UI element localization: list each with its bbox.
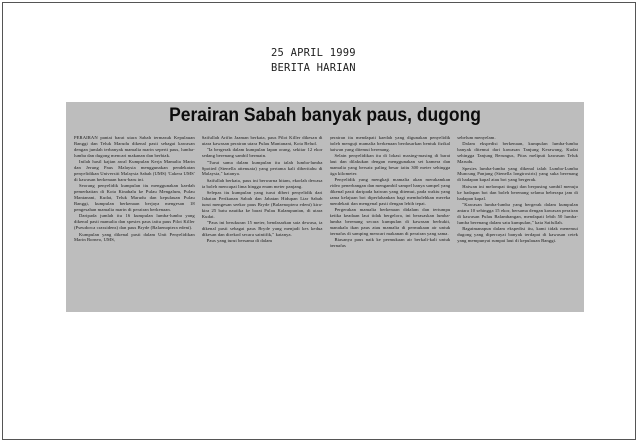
clipping-sheet	[2, 2, 636, 440]
stamp-paper: BERITA HARIAN	[271, 62, 356, 74]
article-column-4	[457, 135, 578, 305]
paragraph: Penyelidik yang mengkaji mamalia akan merakamkan video penerbangan dan mengambil sampel hanya sampel yang dikenal pasti daripada haiwan yang ditemui, pada waktu yang sama kelajuan bot diperlahankan bagi membolehkan mereka mendekati dan mengenal pasti dengan lebih tepat.	[329, 177, 451, 206]
paragraph: Daripada jumlah itu 16 kumpulan lumba-lumba yang dikenal pasti mamalia dan spesies paus iaitu paus Pilot Killer (Pseudorca crassidens) dan paus Bryde (Balaenoptera edeni).	[74, 213, 195, 231]
paragraph: Biasanya paus naik ke permukaan air berkali-kali untuk bernafas	[329, 237, 451, 249]
paragraph: Haiwan ini melompat tinggi dan berpusing sambil menuju ke hadapan bot dan boleh berenang selama beberapa jam di hadapan kapal.	[457, 183, 578, 201]
paragraph: "Kawasan lumba-lumba yang bergerak dalam kumpulan antara 10 sehingga 15 ekor, bersama dengan kawasan perairan di kawasan Pulau Balambangan, mendapati lebih 50 lumba-lumba berenang dalam satu kumpulan," kata Saifullah.	[457, 201, 578, 225]
paragraph: Saifullah berkata, paus ini berwarna hitam, ekorlah dewasa ia boleh mencapai lima hingga enam meter panjang.	[201, 177, 323, 189]
paragraph: Inilah hasil kajian awal Kumpulan Kerja Mamalia Marin dan Jerung Paus Malaysia menggunakan pendekatan penyelidikan Universiti Malaysia Sabah (UMS) 'Cakera UMS' di kawasan berkenaan baru-baru ini.	[74, 159, 195, 182]
article-body	[74, 135, 578, 305]
article-column-1	[74, 135, 195, 305]
paragraph: Spesies lumba-lumba yang dikenal ialah Lumba-Lumba Muncung Panjang (Stenella longirostris) yang suka berenang di hadapan kapal atau bot yang bergerak.	[457, 165, 578, 183]
paragraph: Saifullah Arifin Jaaman berkata, paus Pilot Killer dikesan di utara kawasan perairan utara Pulau Mantanani, Kota Belud.	[201, 135, 323, 146]
article-column-3	[330, 135, 451, 305]
paragraph: "Ia bergerak dalam kumpulan lapan orang, sekitar 12 ekor sedang berenang sambil bermain.	[201, 147, 323, 159]
paragraph: "Paus ini berukuran 15 meter, bendasarkan saiz dewasa, ia dikenal pasti sebagai paus Bryde yang menjadi kes kedua dikesan dan direkod secara saintifik," katanya.	[201, 220, 323, 237]
article-column-2	[202, 135, 323, 305]
paragraph: Pergerakan mamalia berkenaan didalam dan tertumpu ketika keadaan laut tidak bergelora, ini berasaskan lumba-lumba berenang secara kumpulan di kawasan berbukit, manakala ikan paus atau mamalia di permukaan air untuk bernafas di samping mencari makanan di perairan yang sama.	[329, 207, 451, 236]
archive-stamp	[271, 46, 356, 76]
paragraph: perairan itu mendapati kaedah yang digunakan penyelidik boleh menguji mamalia berkenaan berdasarkan bentuk fizikal haiwan yang ditemui berenang.	[329, 135, 451, 152]
newspaper-clipping	[66, 102, 584, 312]
paragraph: Selepas itu kumpulan yang turut diberi penyelidik dari Jabatan Perikanan Sabah dan Jabatan Hidupan Liar Sabah turut mengesan seekor paus Bryde (Balaenoptera edeni) kira-kira 25 batu nautika ke barat Pulau Kalampunian, di utara Kudat.	[201, 190, 323, 219]
article-headline: Perairan Sabah banyak paus, dugong	[169, 105, 481, 126]
paragraph: Paus yang turut bersama di dalam	[206, 238, 273, 244]
paragraph: Seorang penyelidik kumpulan itu menggunakan kaedah pemerhatian di Kota Kinabalu ke Pulau Mengalum, Pulau Mantanani, Kudat, Teluk Marudu dan kepulauan Pulau Banggi, kumpulan berkenaan berjaya mengesan 18 pengesahan mamalia marin di perairan berkenaan.	[74, 183, 195, 212]
stamp-date: 25 APRIL 1999	[271, 47, 356, 59]
paragraph: "Turut sama dalam kumpulan itu ialah lumba-lumba Spotted (Stenella attenuata) yang pertama kali diberitahu di Malaysia," katanya.	[201, 159, 323, 177]
paragraph: PERAIRAN pantai barat utara Sabah termasuk Kepulauan Banggi dan Teluk Marudu dikenal pasti sebagai kawasan dengan jumlah terbanyak mamalia marin seperti paus, lumba-lumba dan dugong mencari makanan dan berbiak.	[74, 135, 195, 158]
paragraph: Kumpulan yang dikenal pasti dalam Unit Penyelidikan Marin Borneo, UMS,	[74, 231, 195, 243]
paragraph: Selain penyelidikan itu di lokasi masing-masing di barat laut dan dilakukan dengan menggunakan set kamera dan mamalia yang bersaiz paling besar iaitu 300 meter sehingga tiga kilometer.	[329, 153, 451, 176]
paragraph: sebelum menyelam.	[457, 135, 496, 140]
paragraph: Dalam ekspedisi berkenaan, kumpulan lumba-lumba banyak ditemui dari kawasan Tanjung Kerawang, Kudat sehingga Tanjung Berungus, Pitas meliputi kawasan Teluk Marudu.	[457, 141, 578, 165]
paragraph: Bagaimanapun dalam ekspedisi itu, kami tidak menemui dugong yang dipercayai banyak terdapat di kawasan cetek yang mempunyai rumpai laut di kepulauan Banggi.	[457, 226, 578, 243]
